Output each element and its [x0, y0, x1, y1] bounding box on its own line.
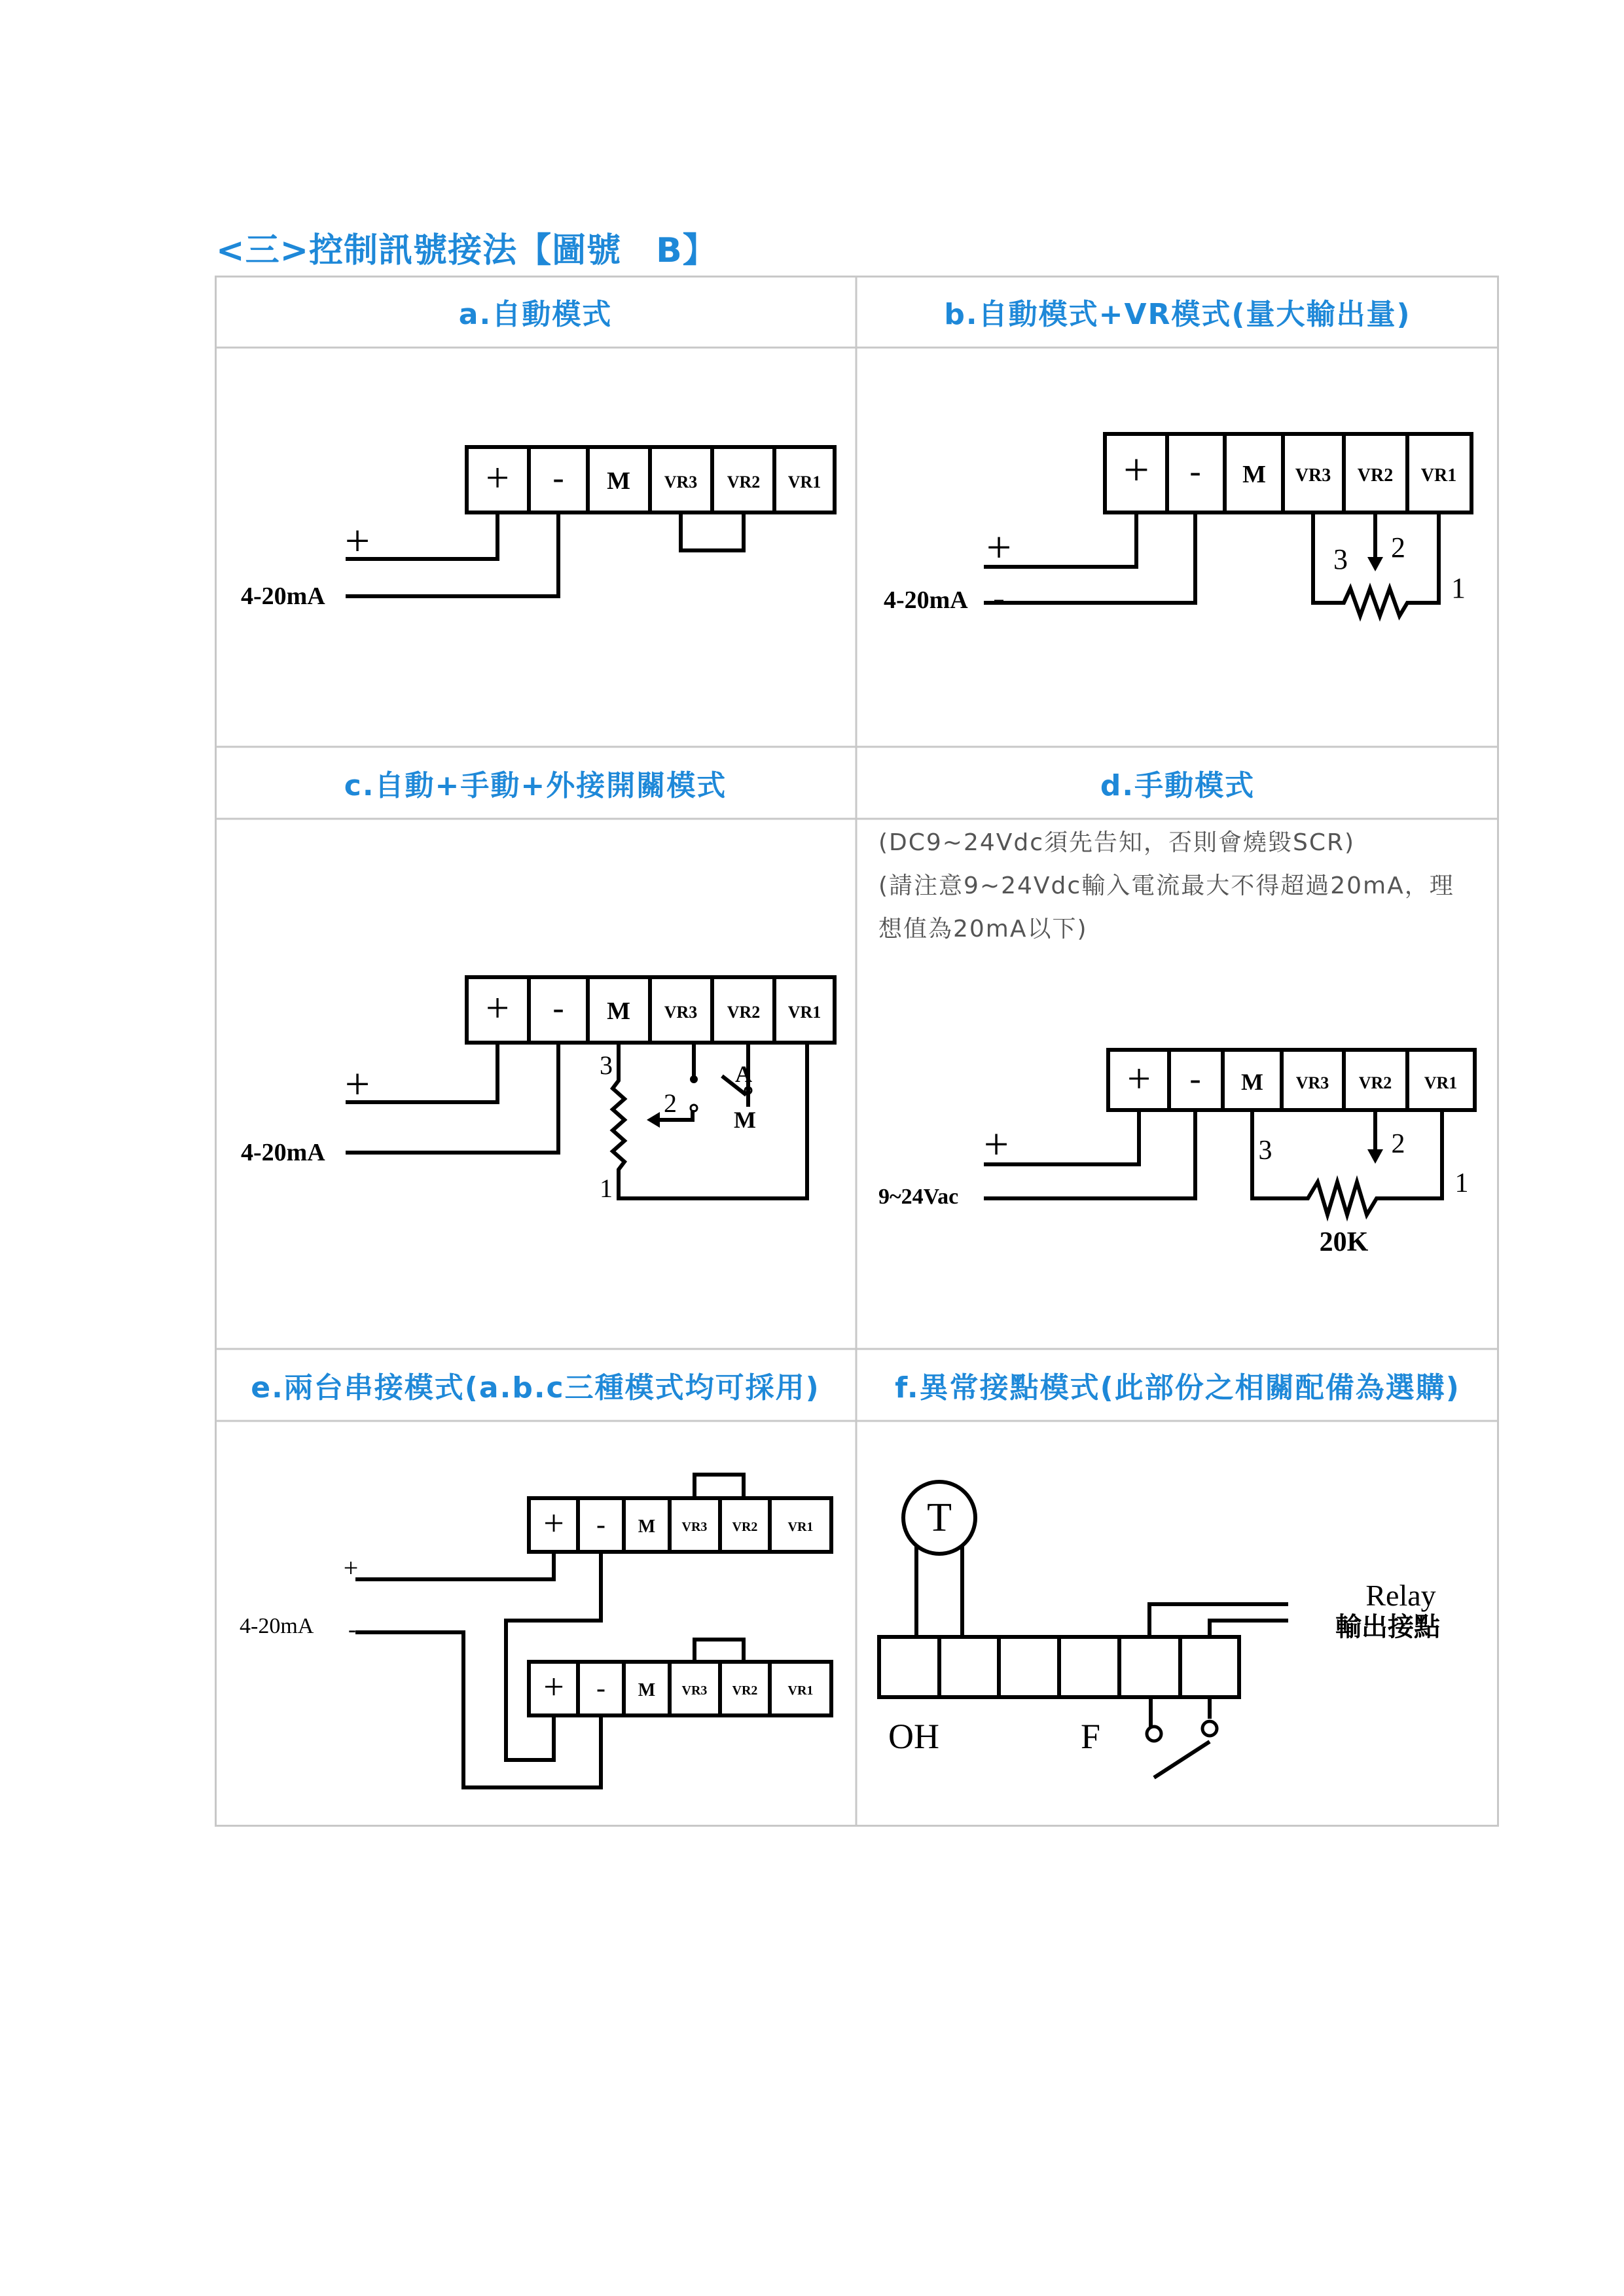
switch-a-label: A — [735, 1061, 752, 1087]
relay-output-label: 輸出接點 — [1335, 1612, 1440, 1642]
terminal-vr1: VR1 — [1424, 1073, 1458, 1092]
section-title: <三>控制訊號接法【圖號 B】 — [216, 231, 717, 270]
current-signal-label: 4-20mA — [240, 1614, 314, 1638]
terminal-vr2: VR2 — [727, 1003, 761, 1022]
terminal-m-2: M — [638, 1680, 656, 1700]
terminal-vr3: VR3 — [1295, 465, 1331, 486]
signal-minus-label: - — [990, 1175, 1002, 1214]
current-signal-label: 4-20mA — [241, 1139, 325, 1166]
pin1-label: 1 — [1451, 572, 1466, 604]
pin3-label: 3 — [1258, 1136, 1272, 1166]
pin2-label: 2 — [1391, 1129, 1405, 1159]
terminal-m: M — [607, 997, 630, 1025]
signal-plus-label: + — [344, 1059, 370, 1109]
signal-minus-label: - — [352, 573, 363, 612]
panel-f-diagram — [856, 1421, 1499, 1827]
terminal-vr2: VR2 — [727, 473, 761, 492]
terminal-vr3: VR3 — [664, 1003, 698, 1022]
wiring-table — [215, 276, 1499, 1827]
terminal-minus: - — [1189, 453, 1201, 490]
panel-b-title: b.自動模式+VR模式(量大輸出量) — [944, 298, 1411, 331]
pin3-label: 3 — [600, 1050, 613, 1080]
terminal-plus-2: + — [543, 1667, 564, 1708]
signal-plus-label: + — [983, 1119, 1009, 1169]
signal-plus-label: + — [343, 1553, 359, 1583]
panel-d-title: d.手動模式 — [1100, 769, 1255, 802]
signal-plus-label: + — [986, 522, 1012, 572]
terminal-minus-2: - — [596, 1674, 605, 1704]
terminal-vr2: VR2 — [1357, 465, 1394, 486]
voltage-signal-label: 9~24Vac — [878, 1185, 959, 1209]
oh-label: OH — [888, 1717, 939, 1756]
terminal-vr3: VR3 — [681, 1520, 708, 1534]
relay-label: Relay — [1365, 1579, 1436, 1612]
pin2-label: 2 — [664, 1088, 677, 1118]
thermostat-label: T — [927, 1496, 952, 1540]
switch-m-label: M — [734, 1107, 756, 1133]
panel-e-title: e.兩台串接模式(a.b.c三種模式均可採用) — [251, 1371, 820, 1405]
terminal-vr2: VR2 — [732, 1520, 758, 1534]
terminal-vr2-2: VR2 — [732, 1683, 758, 1698]
pin2-label: 2 — [1391, 531, 1405, 564]
signal-minus-label: - — [348, 1616, 356, 1642]
terminal-vr1: VR1 — [787, 1003, 821, 1022]
panel-c-title: c.自動+手動+外接開關模式 — [344, 769, 727, 802]
panel-c-diagram — [215, 819, 856, 1349]
terminal-vr3-2: VR3 — [681, 1683, 708, 1698]
terminal-plus: + — [1123, 445, 1149, 495]
terminal-vr1-2: VR1 — [787, 1683, 814, 1698]
panel-d-note-2: (請注意9~24Vdc輸入電流最大不得超過20mA，理 — [878, 872, 1454, 899]
current-signal-label: 4-20mA — [884, 586, 968, 614]
f-label: F — [1080, 1717, 1101, 1756]
resistance-label: 20K — [1319, 1227, 1369, 1257]
signal-minus-label: - — [352, 1129, 363, 1168]
terminal-plus: + — [1127, 1055, 1151, 1102]
terminal-m: M — [1242, 461, 1266, 488]
terminal-m: M — [638, 1516, 656, 1537]
pin1-label: 1 — [1454, 1168, 1469, 1198]
signal-minus-label: - — [993, 578, 1005, 617]
panel-a-diagram — [215, 348, 856, 747]
terminal-minus: - — [1189, 1060, 1201, 1098]
terminal-vr3: VR3 — [664, 473, 698, 492]
panel-d-note-3: 想值為20mA以下) — [878, 916, 1088, 942]
terminal-minus: - — [552, 459, 564, 497]
panel-d-note-1: (DC9~24Vdc須先告知，否則會燒毀SCR) — [878, 829, 1356, 856]
terminal-vr3: VR3 — [1295, 1073, 1329, 1092]
panel-a-title: a.自動模式 — [458, 298, 613, 331]
pin3-label: 3 — [1333, 543, 1348, 575]
terminal-plus: + — [543, 1503, 564, 1544]
terminal-plus: + — [485, 984, 510, 1031]
terminal-m: M — [607, 467, 630, 495]
terminal-plus: + — [485, 454, 510, 501]
pin1-label: 1 — [600, 1174, 613, 1203]
terminal-m: M — [1241, 1069, 1263, 1095]
panel-e-diagram — [215, 1421, 856, 1827]
terminal-vr1: VR1 — [787, 1520, 814, 1534]
panel-d-diagram — [856, 819, 1499, 1349]
panel-f-title: f.異常接點模式(此部份之相關配備為選購) — [895, 1371, 1460, 1405]
terminal-vr1: VR1 — [1420, 465, 1457, 486]
terminal-minus: - — [552, 990, 564, 1027]
current-signal-label: 4-20mA — [241, 583, 325, 610]
terminal-vr1: VR1 — [787, 473, 821, 492]
panel-b-diagram — [856, 348, 1499, 747]
terminal-vr2: VR2 — [1358, 1073, 1392, 1092]
terminal-minus: - — [596, 1510, 605, 1540]
signal-plus-label: + — [344, 516, 370, 565]
